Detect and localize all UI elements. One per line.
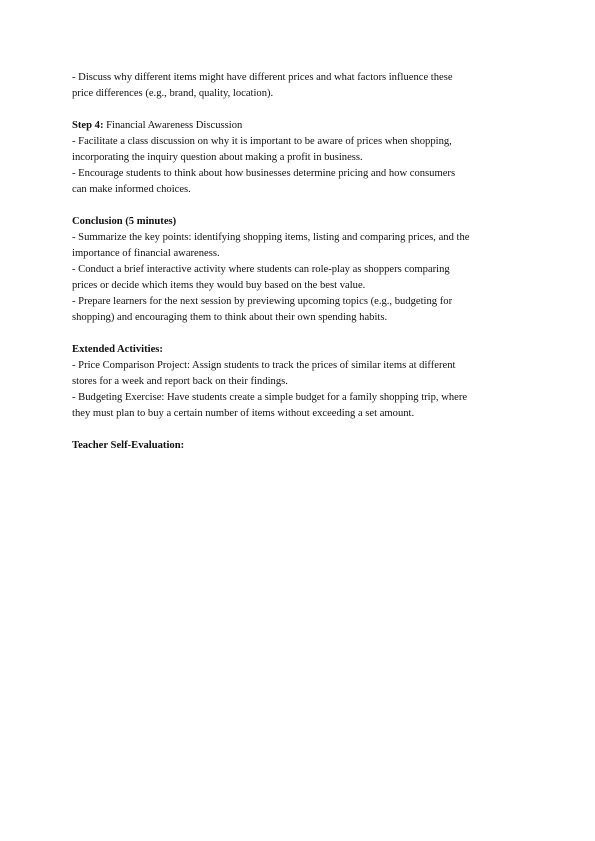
step4-line: incorporating the inquiry question about making a profit in business. [72,152,363,163]
extended-activities-heading: Extended Activities: [72,344,163,355]
extended-activities-line: they must plan to buy a certain number of items without exceeding a set amount. [72,408,415,419]
self-evaluation-heading: Teacher Self-Evaluation: [72,440,185,451]
step4-line: can make informed choices. [72,184,191,195]
self-evaluation-section [72,438,525,454]
intro-paragraph [72,70,525,102]
step4-line: - Encourage students to think about how businesses determine pricing and how consumers [72,168,456,179]
conclusion-line: - Prepare learners for the next session by previewing upcoming topics (e.g., budgeting for [72,296,453,307]
conclusion-line: - Summarize the key points: identifying shopping items, listing and comparing prices, and the [72,232,470,243]
conclusion-section [72,214,525,326]
step4-section [72,118,525,198]
extended-activities-line: - Price Comparison Project: Assign students to track the prices of similar items at different [72,360,456,371]
step4-line: - Facilitate a class discussion on why it is important to be aware of prices when shopping, [72,136,452,147]
extended-activities-line: stores for a week and report back on their findings. [72,376,288,387]
conclusion-line: - Conduct a brief interactive activity where students can role-play as shoppers comparing [72,264,450,275]
conclusion-line: prices or decide which items they would buy based on the best value. [72,280,366,291]
step4-title-line [72,118,525,134]
extended-activities-line: - Budgeting Exercise: Have students create a simple budget for a family shopping trip, where [72,392,468,403]
extended-activities-section [72,342,525,422]
conclusion-line: importance of financial awareness. [72,248,220,259]
intro-line: price differences (e.g., brand, quality, location). [72,88,274,99]
step4-label: Step 4: [72,120,104,131]
conclusion-heading: Conclusion (5 minutes) [72,216,177,227]
step4-title: Financial Awareness Discussion [103,120,243,131]
intro-line: - Discuss why different items might have different prices and what factors influence these [72,72,453,83]
conclusion-line: shopping) and encouraging them to think about their own spending habits. [72,312,388,323]
